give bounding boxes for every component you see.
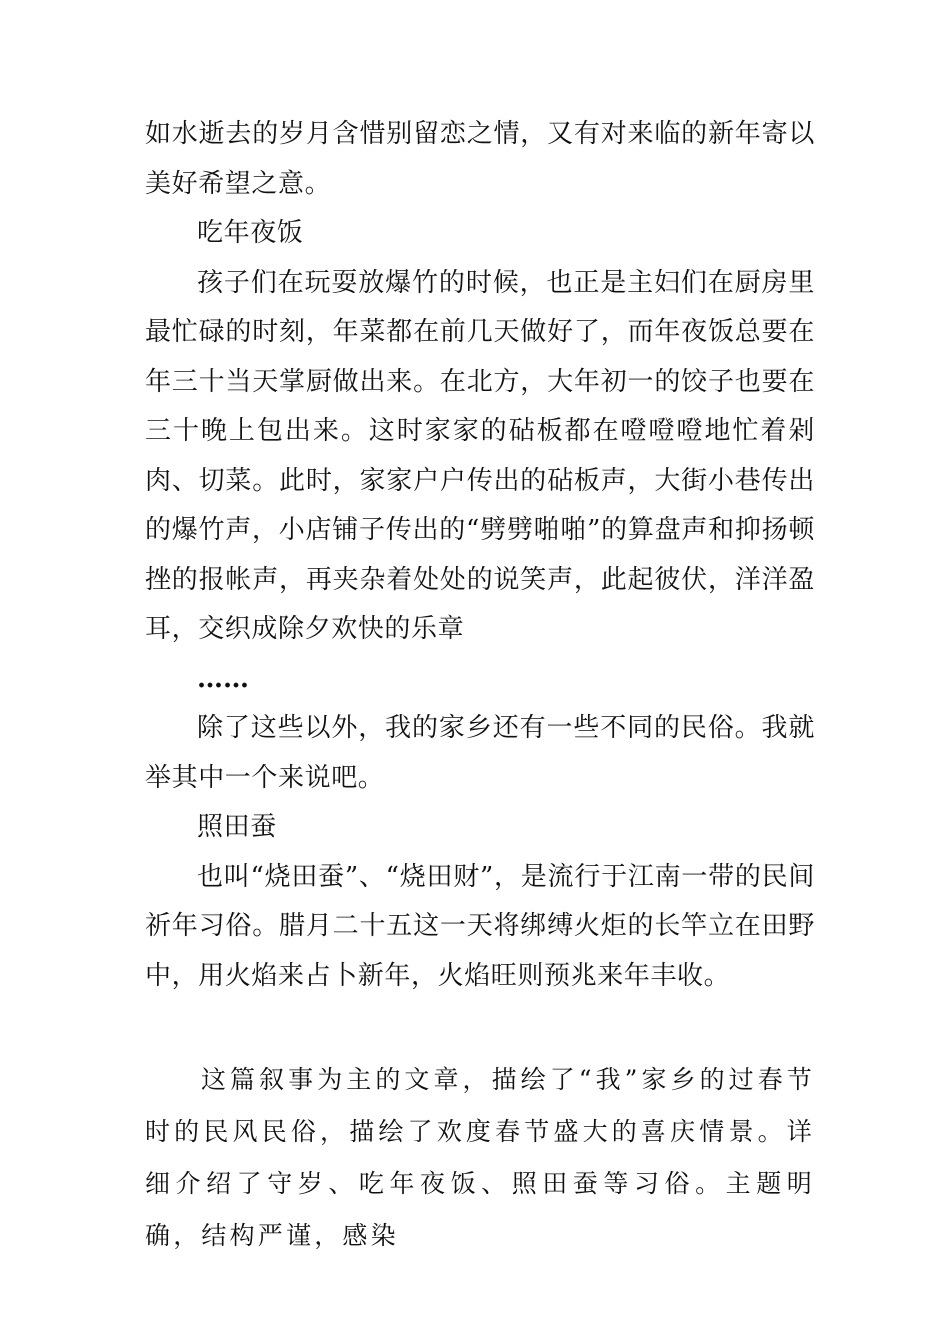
section-heading-new-year-eve-dinner: 吃年夜饭 — [197, 218, 304, 248]
commentary-paragraph: 这篇叙事为主的文章，描绘了“我”家乡的过春节时的民风民俗，描绘了欢度春节盛大的喜庆情景。详细介绍了守岁、吃年夜饭、照田蚕等习俗。主题明确，结构严谨，感染 — [145, 1065, 815, 1250]
paragraph-continuation: 如水逝去的岁月含惜别留恋之情，又有对来临的新年寄以美好希望之意。 — [145, 119, 815, 199]
paragraph-zhao-tian-can: 也叫“烧田蚕”、“烧田财”，是流行于江南一带的民间祈年习俗。腊月二十五这一天将绑缚火炬的长竿立在田野中，用火焰来占卜新年，火焰旺则预兆来年丰收。 — [145, 861, 815, 991]
paragraph-other-customs: 除了这些以外，我的家乡还有一些不同的民俗。我就举其中一个来说吧。 — [145, 713, 815, 793]
article-body — [145, 110, 815, 1001]
commentary-block — [145, 1054, 815, 1262]
paragraph-new-year-eve-dinner: 孩子们在玩耍放爆竹的时候，也正是主妇们在厨房里最忙碌的时刻，年菜都在前几天做好了，而年夜饭总要在年三十当天掌厨做出来。在北方，大年初一的饺子也要在三十晚上包出来。这时家家的砧板都在噔噔噔地忙着剁肉、切菜。此时，家家户户传出的砧板声，大街小巷传出的爆竹声，小店铺子传出的“劈劈啪啪”的算盘声和抑扬顿挫的报帐声，再夹杂着处处的说笑声，此起彼伏，洋洋盈耳，交织成除夕欢快的乐章 — [145, 267, 815, 644]
section-heading-zhao-tian-can: 照田蚕 — [197, 812, 277, 842]
ellipsis-marker: …… — [197, 663, 249, 694]
